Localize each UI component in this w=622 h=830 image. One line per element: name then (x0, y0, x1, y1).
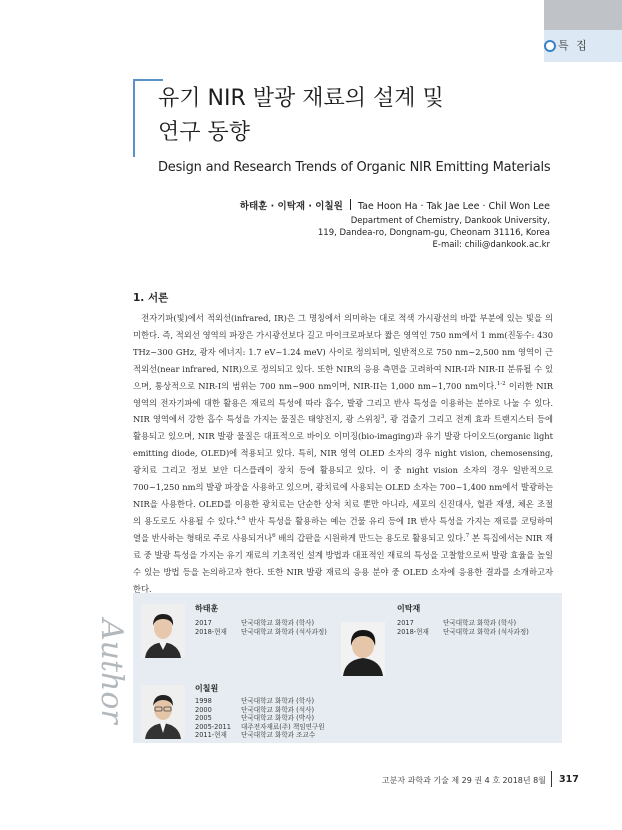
body-text-run: 배의 갑판을 시원하게 만드는 용도로 활용되고 있다. (275, 532, 466, 543)
history-entry: 단국대학교 화학과 (학사) (241, 697, 315, 705)
body-text-run: 본 특집에서는 NIR 재료 중 발광 특성을 가지는 유기 재료의 기초적인 설계 방법과 대표적인 재료의 특성을 고찰함으로써 발광 효율을 높일 수 있는 방법 등을 논의하고자 한다. 또한 NIR 발광 재료의 응용 분야 중 OLED 소자에 응용한 결과를 소개하고자 한다. (133, 532, 553, 594)
author-word-text: Author (94, 619, 129, 724)
affiliation (318, 215, 550, 251)
history-row (195, 731, 325, 740)
body-paragraph (133, 310, 553, 597)
history-year: 2011-현재 (195, 731, 227, 740)
history-entry: 단국대학교 화학과 (석사과정) (443, 627, 529, 636)
body-text-run: 반사 특성을 활용하는 예는 건물 유리 등에 IR 반사 특성을 가지는 재료를 코팅하여 열을 반사하는 형태로 주로 사용되거나 (133, 515, 553, 543)
citation-superscript: 7 (465, 533, 470, 540)
history-entry: 단국대학교 화학과 조교수 (241, 731, 316, 740)
title-line-1: 유기 NIR 발광 재료의 설계 및 (158, 86, 444, 111)
history-row (397, 619, 529, 628)
history-year: 1998 (195, 697, 212, 705)
history-row (195, 628, 327, 637)
author-photo (141, 604, 185, 658)
body-text-run: , 광 검출기 그리고 전계 효과 트랜지스터 등에 활용되고 있으며, NIR 발광 물질은 대표적으로 바이오 이미징(bio-imaging)과 유기 발광 다이오드(organic light emitting diode, OLED)에 적용되고 있다. 특히, NIR 영역 OLED 소자의 경우 night vision, chemosensing, 광치료 그리고 정보 보안 디스플레이 장치 등에 활용되고 있다. 이 중 night vision 소자의 경우 일반적으로 700~1,250 nm의 발광 파장을 사용하고 있으며, 광치료에 사용되는 OLED 소자는 700~1,400 nm에서 발광하는 NIR을 사용한다. OLED를 이용한 광치료는 단순한 상처 치료 뿐만 아니라, 세포의 신진대사, 혈관 재생, 체온 조절의 용도로도 사용될 수 있다. (133, 414, 554, 526)
author-photo (141, 685, 185, 739)
history-row (195, 706, 325, 715)
affiliation-email: E-mail: chili@dankook.ac.kr (432, 240, 550, 250)
title-accent-rule (133, 79, 135, 157)
author-section-label (60, 615, 130, 745)
history-entry: 단국대학교 화학과 (석사과정) (241, 627, 327, 636)
section-bullet-icon (544, 40, 556, 52)
history-year: 2018-현재 (397, 627, 429, 636)
author-name: 이칠원 (195, 684, 219, 693)
affiliation-line: 119, Dandea-ro, Dongnam-gu, Cheonam 31116, Korea (317, 228, 550, 238)
history-year: 2005 (195, 714, 212, 723)
section-label: 특 집 (558, 39, 589, 52)
history-row (397, 628, 529, 637)
title-line-2: 연구 동향 (158, 120, 251, 145)
history-row (195, 714, 325, 723)
history-year: 2017 (397, 619, 414, 627)
body-text-run: 이러한 NIR 영역의 전자기파에 대한 활용은 재료의 특성에 따라 흡수, 발광 그리고 반사 특성을 이용하는 분야로 나눌 수 있다. NIR 영역에서 강한 흡수 특성을 가지는 물질은 태양전지, 광 스위칭 (133, 380, 553, 425)
section-heading: 1. 서론 (133, 292, 169, 304)
body-text (133, 310, 553, 597)
article-title-english: Design and Research Trends of Organic NIR Emitting Materials (158, 160, 551, 175)
history-entry: 단국대학교 화학과 (박사) (241, 714, 315, 723)
author-history (195, 619, 327, 636)
citation-superscript: 4-5 (236, 516, 246, 523)
page-number: 317 (559, 774, 579, 785)
history-entry: 단국대학교 화학과 (학사) (241, 619, 315, 627)
history-entry: 단국대학교 화학과 (학사) (443, 619, 517, 627)
authors-english: Tae Hoon Ha · Tak Jae Lee · Chil Won Lee (357, 201, 550, 212)
history-entry: 대주전자재료(주) 책임연구원 (241, 722, 325, 731)
author-divider (350, 199, 351, 210)
history-entry: 단국대학교 화학과 (석사) (241, 705, 315, 714)
author-name: 하태훈 (195, 604, 219, 613)
history-year: 2017 (195, 619, 212, 627)
history-row (195, 697, 325, 706)
history-year: 2000 (195, 705, 212, 714)
author-photo (341, 622, 385, 676)
article-title-korean (158, 82, 578, 150)
body-text-run: 전자기파(빛)에서 적외선(infrared, IR)은 그 명칭에서 의미하는 대로 적색 가시광선의 바깥 부분에 있는 빛을 의미한다. 즉, 적외선 영역의 파장은 가시광선보다 길고 마이크로파보다 짧은 영역인 750 nm에서 1 mm(진동수: 430 THz~300 GHz, 광자 에너지: 1.7 eV~1.24 meV) 사이로 정의되며, 일반적으로 750 nm~2,500 nm 영역이 근적외선(near infrared, NIR)으로 정의되고 있다. 또한 NIR의 응용 측면을 고려하여 NIR-I과 NIR-II 분류될 수 있으며, 통상적으로 NIR-I의 범위는 700 nm~900 nm이며, NIR-II는 1,000 nm~1,700 nm이다. (133, 313, 553, 391)
citation-superscript: 1-2 (496, 380, 506, 387)
authors-korean: 하태훈 · 이탁재 · 이칠원 (239, 201, 343, 212)
author-name: 이탁재 (397, 604, 421, 613)
author-history (195, 697, 325, 740)
footer-divider (551, 771, 552, 787)
author-history (397, 619, 529, 636)
title-accent-rule-top (133, 79, 163, 81)
affiliation-line: Department of Chemistry, Dankook University, (350, 216, 550, 226)
citation-superscript: 6 (272, 533, 276, 540)
header-tab-gray (544, 0, 622, 30)
history-row (195, 619, 327, 628)
author-line (240, 198, 550, 212)
citation-superscript: 3 (380, 414, 385, 421)
history-year: 2005-2011 (195, 722, 231, 731)
journal-footer: 고분자 과학과 기술 제 29 권 4 호 2018년 8월 (381, 776, 546, 785)
history-year: 2018-현재 (195, 627, 227, 636)
